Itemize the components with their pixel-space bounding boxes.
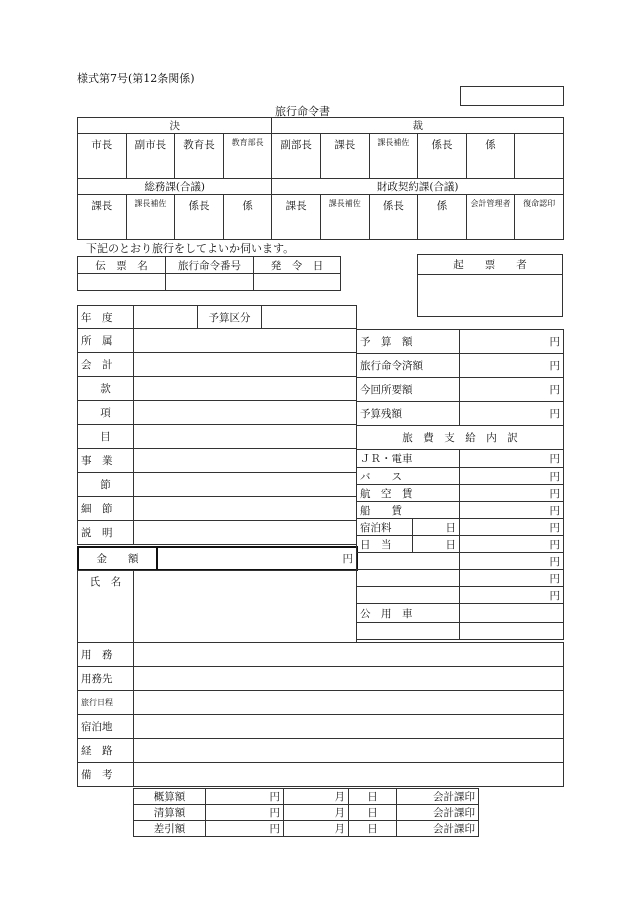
- sahiki-day[interactable]: 日: [349, 821, 397, 837]
- sahiki-label: 差引額: [134, 821, 206, 837]
- shukuhaku-days[interactable]: 日: [413, 519, 460, 536]
- approver-label: 教育長: [175, 134, 224, 179]
- seisan-label: 清算額: [134, 805, 206, 821]
- approver-label: 復命認印: [515, 195, 564, 240]
- gaisan-stamp[interactable]: 会計課印: [397, 789, 479, 805]
- biko-label: 備 考: [78, 763, 134, 787]
- shimei-label: 氏 名: [78, 571, 134, 643]
- extra-cell[interactable]: 円: [460, 587, 564, 604]
- seisan-day[interactable]: 日: [349, 805, 397, 821]
- slip-table: [77, 256, 341, 291]
- yosan-label: 予 算 額: [357, 330, 460, 354]
- seisan-stamp[interactable]: 会計課印: [397, 805, 479, 821]
- jigyo-cell[interactable]: [134, 449, 357, 473]
- main-right-table: [356, 329, 564, 640]
- jr-cell[interactable]: 円: [460, 450, 564, 468]
- shukuhakuchi-cell[interactable]: [134, 715, 564, 739]
- youmusaki-label: 用務先: [78, 667, 134, 691]
- koku-cell[interactable]: 円: [460, 485, 564, 502]
- koyosha-label: 公 用 車: [357, 604, 460, 623]
- zaisei-label: 財政契約課(合議): [272, 179, 564, 195]
- blank-cell[interactable]: [357, 623, 460, 640]
- gaisan-label: 概算額: [134, 789, 206, 805]
- yosan-kubun-label: 予算区分: [198, 306, 262, 329]
- blank-cell[interactable]: [460, 623, 564, 640]
- lower-table: [77, 642, 564, 787]
- sai-label: 裁: [272, 118, 564, 134]
- approver-label: 教育部長: [223, 134, 272, 179]
- slip-name-cell[interactable]: [78, 274, 166, 291]
- shukuhakuchi-label: 宿泊地: [78, 715, 134, 739]
- bus-cell[interactable]: 円: [460, 468, 564, 485]
- saisetsu-label: 細 節: [78, 497, 134, 521]
- kaikei-label: 会 計: [78, 353, 134, 377]
- gaisan-amount[interactable]: 円: [206, 789, 284, 805]
- setsumei-label: 説 明: [78, 521, 134, 545]
- youmusaki-cell[interactable]: [134, 667, 564, 691]
- approver-label: 副市長: [126, 134, 175, 179]
- ketsu-label: 決: [78, 118, 272, 134]
- jr-label: ＪＲ・電車: [357, 450, 460, 468]
- shimei-cell[interactable]: [134, 571, 357, 643]
- setsu-label: 節: [78, 473, 134, 497]
- issue-date-header: 発 令 日: [254, 257, 341, 274]
- seisan-amount[interactable]: 円: [206, 805, 284, 821]
- drafter-cell[interactable]: [418, 275, 563, 317]
- seisan-month[interactable]: 月: [284, 805, 349, 821]
- keiro-label: 経 路: [78, 739, 134, 763]
- yosan-kubun-cell[interactable]: [262, 306, 357, 329]
- setsumei-cell[interactable]: [134, 521, 357, 545]
- nendo-cell[interactable]: [134, 306, 198, 329]
- yosan-cell[interactable]: 円: [460, 330, 564, 354]
- order-number-cell[interactable]: [166, 274, 254, 291]
- sumi-label: 旅行命令済額: [357, 354, 460, 378]
- main-left-table: [77, 305, 357, 545]
- shukuhaku-label: 宿泊料: [357, 519, 413, 536]
- approver-label: 市長: [78, 134, 127, 179]
- sumi-cell[interactable]: 円: [460, 354, 564, 378]
- sahiki-stamp[interactable]: 会計課印: [397, 821, 479, 837]
- approver-label: 係: [418, 195, 467, 240]
- zandaka-label: 予算残額: [357, 402, 460, 426]
- name-table: [77, 570, 357, 643]
- sahiki-month[interactable]: 月: [284, 821, 349, 837]
- bus-label: バ ス: [357, 468, 460, 485]
- fune-label: 船 賃: [357, 502, 460, 519]
- approver-label: 係長: [369, 195, 418, 240]
- nitto-cell[interactable]: 円: [460, 536, 564, 553]
- amount-box: [77, 546, 358, 571]
- approver-label: 係長: [418, 134, 467, 179]
- biko-cell[interactable]: [134, 763, 564, 787]
- setsu-cell[interactable]: [134, 473, 357, 497]
- approver-label: 課長: [320, 134, 369, 179]
- order-number-header: 旅行命令番号: [166, 257, 254, 274]
- notice-text: 下記のとおり旅行をしてよいか伺います。: [86, 242, 295, 255]
- moku-cell[interactable]: [134, 425, 357, 449]
- jigyo-label: 事 業: [78, 449, 134, 473]
- page-title: 旅行命令書: [275, 105, 330, 118]
- approver-label: 会計管理者: [466, 195, 515, 240]
- extra-label-cell[interactable]: [357, 587, 460, 604]
- kou-cell[interactable]: [134, 401, 357, 425]
- somu-label: 総務課(合議): [78, 179, 272, 195]
- zandaka-cell[interactable]: 円: [460, 402, 564, 426]
- nitto-label: 日 当: [357, 536, 413, 553]
- extra-label-cell[interactable]: [357, 553, 460, 570]
- youmu-cell[interactable]: [134, 643, 564, 667]
- keiro-cell[interactable]: [134, 739, 564, 763]
- kan-cell[interactable]: [134, 377, 357, 401]
- form-number-box[interactable]: [460, 86, 564, 106]
- approver-label: 課長補佐: [320, 195, 369, 240]
- moku-label: 目: [78, 425, 134, 449]
- extra-cell[interactable]: 円: [460, 553, 564, 570]
- saisetsu-cell[interactable]: [134, 497, 357, 521]
- issue-date-cell[interactable]: [254, 274, 341, 291]
- konkai-cell[interactable]: 円: [460, 378, 564, 402]
- konkai-label: 今回所要額: [357, 378, 460, 402]
- extra-label-cell[interactable]: [357, 570, 460, 587]
- approver-label: 課長補佐: [126, 195, 175, 240]
- approver-label: 課長補佐: [369, 134, 418, 179]
- shozoku-label: 所 属: [78, 329, 134, 353]
- uchiwake-header: 旅 費 支 給 内 訳: [357, 426, 564, 450]
- fune-cell[interactable]: 円: [460, 502, 564, 519]
- approver-label: 係: [466, 134, 515, 179]
- stamp-cell[interactable]: [515, 134, 564, 179]
- approver-label: 副部長: [272, 134, 321, 179]
- form-id: 様式第7号(第12条関係): [77, 72, 195, 85]
- kingaku-label: 金 額: [78, 547, 157, 570]
- kaikei-cell[interactable]: [134, 353, 357, 377]
- sahiki-amount[interactable]: 円: [206, 821, 284, 837]
- drafter-header: 起 票 者: [418, 255, 563, 275]
- nittei-cell[interactable]: [134, 691, 564, 715]
- nendo-label: 年 度: [78, 306, 134, 329]
- youmu-label: 用 務: [78, 643, 134, 667]
- approver-label: 係: [223, 195, 272, 240]
- slip-name-header: 伝 票 名: [78, 257, 166, 274]
- settlement-table: [133, 788, 479, 837]
- approver-label: 課長: [78, 195, 127, 240]
- shozoku-cell[interactable]: [134, 329, 357, 353]
- shukuhaku-cell[interactable]: 円: [460, 519, 564, 536]
- kou-label: 項: [78, 401, 134, 425]
- kan-label: 款: [78, 377, 134, 401]
- gaisan-month[interactable]: 月: [284, 789, 349, 805]
- approval-table: [77, 117, 564, 240]
- nittei-label: 旅行日程: [78, 691, 134, 715]
- approver-label: 課長: [272, 195, 321, 240]
- nitto-days[interactable]: 日: [413, 536, 460, 553]
- approver-label: 係長: [175, 195, 224, 240]
- drafter-table: [417, 254, 563, 317]
- koku-label: 航 空 賃: [357, 485, 460, 502]
- extra-cell[interactable]: 円: [460, 570, 564, 587]
- koyosha-cell[interactable]: [460, 604, 564, 623]
- gaisan-day[interactable]: 日: [349, 789, 397, 805]
- kingaku-cell[interactable]: 円: [157, 547, 357, 570]
